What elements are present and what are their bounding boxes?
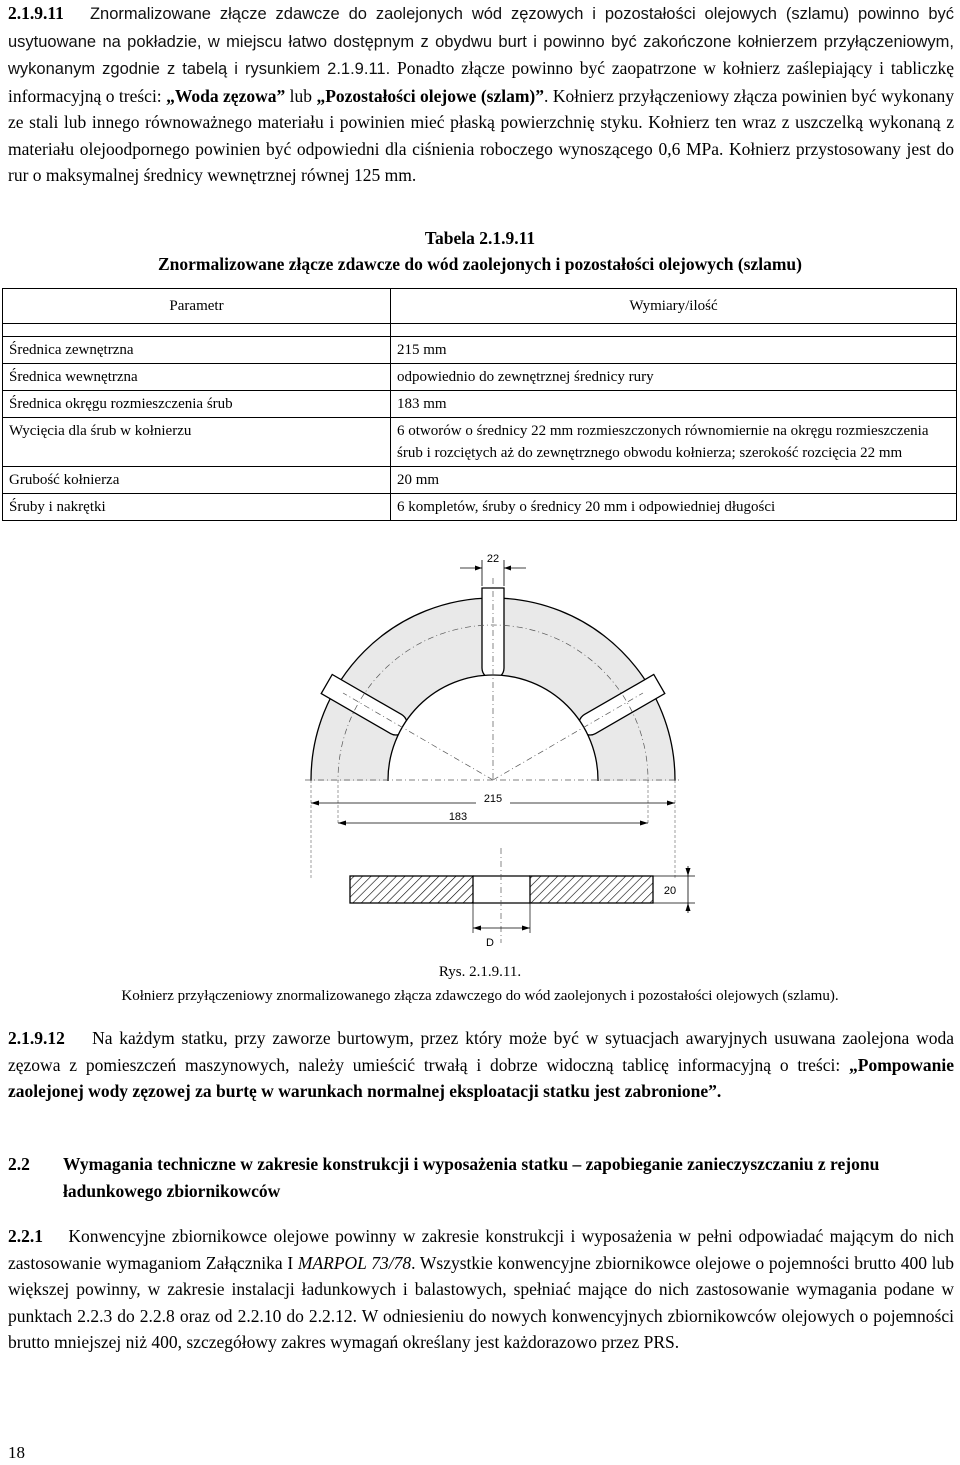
paragraph-number: 2.2.1	[8, 1226, 43, 1246]
table-cell: 6 kompletów, śruby o średnicy 20 mm i odpowiedniej długości	[391, 494, 957, 521]
table-row	[3, 364, 957, 391]
flange-section-view	[350, 848, 653, 943]
table-cell: Grubość kołnierza	[3, 467, 391, 494]
outer-diameter-dimension	[311, 792, 675, 806]
dim-thickness-label: 20	[663, 885, 677, 897]
table-row	[3, 337, 957, 364]
section-heading-2-2	[8, 1151, 954, 1204]
flange-drawing	[300, 548, 720, 953]
page-number: 18	[8, 1443, 25, 1462]
table-row	[3, 391, 957, 418]
table-cell: odpowiednio do zewnętrznej średnicy rury	[391, 364, 957, 391]
quoted-label: „Pozostałości olejowe (szlam)”	[316, 85, 545, 106]
table-cell: 215 mm	[391, 337, 957, 364]
table-cell: 183 mm	[391, 391, 957, 418]
thickness-dimension	[653, 866, 695, 913]
section-number: 2.2	[8, 1154, 30, 1174]
paragraph-text: lub	[285, 85, 317, 106]
paragraph-text: . Kołnierz przyłączeniowy złącza powinien być wykonany ze stali lub innego równoważnego materiału i powinien mieć płaską powierzchnię styku. Kołnierz ten wraz z uszczelką wykonaną z materiału olejoodpornego powinien być odpowiedni dla ciśnienia roboczego wynoszącego 0,6 MPa. Kołnierz przystosowany jest do rur o maksymalnej średnicy wewnętrznej równej 125 mm.	[8, 85, 954, 185]
quoted-label: „Pompowanie zaolejonej wody zęzowej za burtę w warunkach normalnej eksploatacji statku jest zabronione”.	[8, 1054, 954, 1101]
table-row	[3, 418, 957, 467]
paragraph-text: . Wszystkie konwencyjne zbiornikowce olejowe o pojemności brutto 400 lub większej powinny, w zakresie instalacji ładunkowych i balastowych, spełniać mające do nich zastosowanie wymagania podane w punktach 2.2.3 do 2.2.8 oraz od 2.2.10 do 2.2.12. W odniesieniu do nowych konwencyjnych zbiornikowców olejowych o pojemności brutto mniejszej niż 400, szczegółowy zakres wymagań określany jest każdorazowo przez PRS.	[8, 1252, 954, 1352]
table-cell: Wycięcia dla śrub w kołnierzu	[3, 418, 391, 467]
dim-outer-label: 215	[483, 793, 503, 805]
section-title: Wymagania techniczne w zakresie konstrukcji i wyposażenia statku – zapobieganie zanieczyszczaniu z rejonu ładunkowego zbiornikowców	[63, 1154, 880, 1201]
paragraph-text: Na każdym statku, przy zaworze burtowym, przez który może być w sytuacjach awaryjnych usuwana zaolejona woda zęzowa z pomieszczeń maszynowych, należy umieścić trwałą i dobrze widoczną tablicę informacyjną o treści:	[8, 1028, 955, 1075]
table-row	[3, 467, 957, 494]
table-row	[3, 494, 957, 521]
dim-slot-label: 22	[486, 553, 500, 565]
quoted-label: „Woda zęzowa”	[166, 85, 286, 106]
inner-diameter-dimension	[473, 903, 530, 949]
paragraph-2-1-9-11	[8, 0, 954, 189]
dim-pcd-label: 183	[448, 811, 468, 823]
table-cell: Średnica zewnętrzna	[3, 337, 391, 364]
parameters-table	[2, 288, 957, 521]
bolt-circle-dimension	[338, 811, 648, 826]
table-header-row	[3, 289, 957, 324]
column-header-dimensions: Wymiary/ilość	[391, 289, 957, 324]
table-cell: Śruby i nakrętki	[3, 494, 391, 521]
figure-caption: Kołnierz przyłączeniowy znormalizowanego złącza zdawczego do wód zaolejonych i pozostałości olejowych (szlamu).	[121, 988, 839, 1004]
paragraph-2-1-9-12	[8, 1025, 954, 1105]
table-label: Tabela 2.1.9.11	[424, 228, 536, 248]
dim-inner-label: D	[486, 937, 494, 949]
table-cell: Średnica wewnętrzna	[3, 364, 391, 391]
paragraph-text-italic: MARPOL 73/78	[297, 1252, 412, 1273]
paragraph-number: 2.1.9.12	[8, 1028, 65, 1048]
paragraph-text: Konwencyjne zbiornikowce olejowe powinny w zakresie konstrukcji i wyposażenia w pełni odpowiadać mającym do nich zastosowanie wymaganiom Załącznika I	[8, 1226, 955, 1273]
paragraph-number: 2.1.9.11	[8, 3, 64, 23]
paragraph-2-2-1	[8, 1223, 954, 1356]
table-cell: 6 otworów o średnicy 22 mm rozmieszczonych równomiernie na okręgu rozmieszczenia śrub i rozciętych aż do zewnętrznego obwodu kołnierza; szerokość rozcięcia 22 mm	[391, 418, 957, 467]
table-title: Znormalizowane złącze zdawcze do wód zaolejonych i pozostałości olejowych (szlamu)	[158, 254, 802, 274]
paragraph-text: Ponadto złącze powinno być zaopatrzone w kołnierz zaślepiający i tabliczkę informacyjną o treści:	[8, 58, 954, 106]
column-header-parameter: Parametr	[3, 289, 391, 324]
figure-label: Rys. 2.1.9.11.	[438, 964, 522, 980]
paragraph-text: Znormalizowane złącze zdawcze do zaolejonych wód zęzowych i pozostałości olejowych (szlamu) powinno być usytuowane na pokładzie, w miejscu łatwo dostępnym z obydwu burt i powinno być zakończone kołnierzem przyłączeniowym, wykonanym zgodnie z tabelą i rysunkiem 2.1.9.11.	[8, 5, 955, 78]
table-cell: Średnica okręgu rozmieszczenia śrub	[3, 391, 391, 418]
table-cell: 20 mm	[391, 467, 957, 494]
